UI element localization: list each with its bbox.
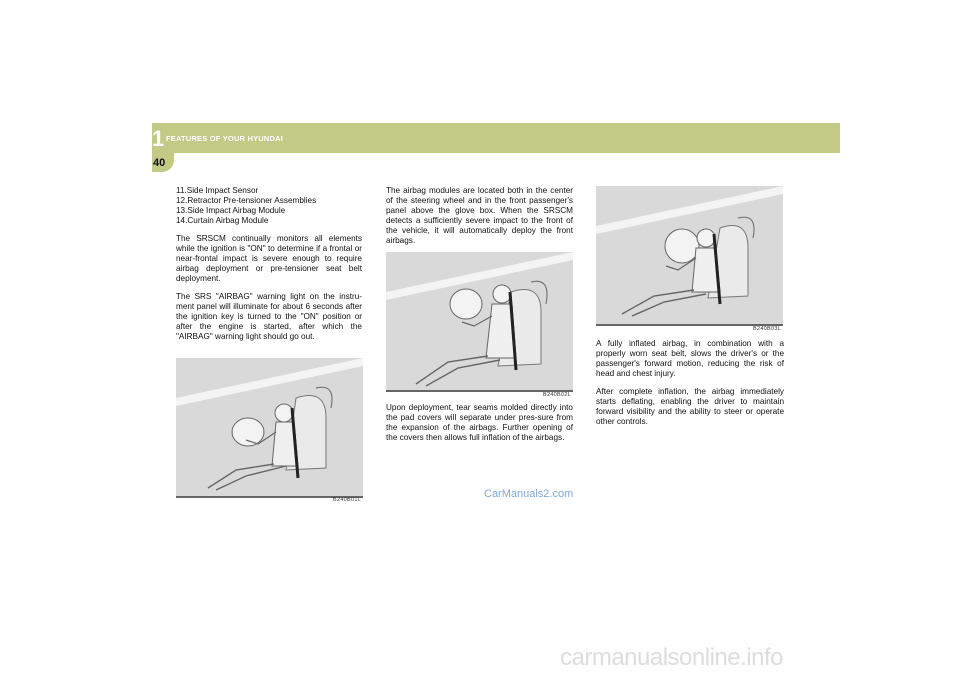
- paragraph: The SRSCM continually monitors all elements while the ignition is "ON" to determine if a frontal or near-frontal impact is severe enough to require airbag deployment or pre-tensioner seat belt deployment.: [176, 234, 362, 283]
- airbag-illustration-3: [596, 186, 783, 326]
- site-watermark: carmanualsonline.info: [560, 644, 783, 671]
- list-item: 13.Side Impact Airbag Module: [176, 206, 286, 215]
- chapter-title: FEATURES OF YOUR HYUNDAI: [166, 134, 284, 143]
- paragraph: The SRS "AIRBAG" warning light on the instru-ment panel will illuminate for about 6 seconds after the ignition key is turned to the "ON" position or after the engine is started, after which the "AIRBAG" warning light should go out.: [176, 292, 362, 341]
- airbag-illustration-2: [386, 252, 573, 392]
- airbag-illustration-1: [176, 358, 363, 498]
- watermark-link[interactable]: CarManuals2.com: [484, 488, 574, 500]
- column-2-bottom: [386, 403, 573, 451]
- column-3: [596, 339, 784, 435]
- column-1: [176, 186, 362, 350]
- figure-code: B240B02L: [543, 392, 572, 398]
- paragraph: A fully inflated airbag, in combination with a properly worn seat belt, slows the driver's or the passenger's forward motion, reducing the risk of head and chest injury.: [596, 339, 784, 378]
- paragraph: The airbag modules are located both in the center of the steering wheel and in the front passenger's panel above the glove box. When the SRSCM detects a sufficiently severe impact to the front of the vehicle, it will automatically deploy the front airbags.: [386, 186, 573, 245]
- page-number: 40: [153, 157, 166, 169]
- figure-code: B240B01L: [333, 497, 362, 503]
- list-item: 12.Retractor Pre-tensioner Assemblies: [176, 196, 317, 205]
- list-item: 11.Side Impact Sensor: [176, 186, 259, 195]
- list-item: 14.Curtain Airbag Module: [176, 216, 269, 225]
- column-2-top: [386, 186, 573, 254]
- figure-code: B240B03L: [753, 326, 782, 332]
- paragraph: After complete inflation, the airbag immediately starts deflating, enabling the driver to maintain forward visibility and the ability to steer or operate other controls.: [596, 387, 784, 426]
- paragraph: Upon deployment, tear seams molded directly into the pad covers will separate under pres-sure from the expansion of the airbags. Further opening of the covers then allows full inflation of the airbags.: [386, 403, 573, 442]
- chapter-number: 1: [152, 126, 165, 151]
